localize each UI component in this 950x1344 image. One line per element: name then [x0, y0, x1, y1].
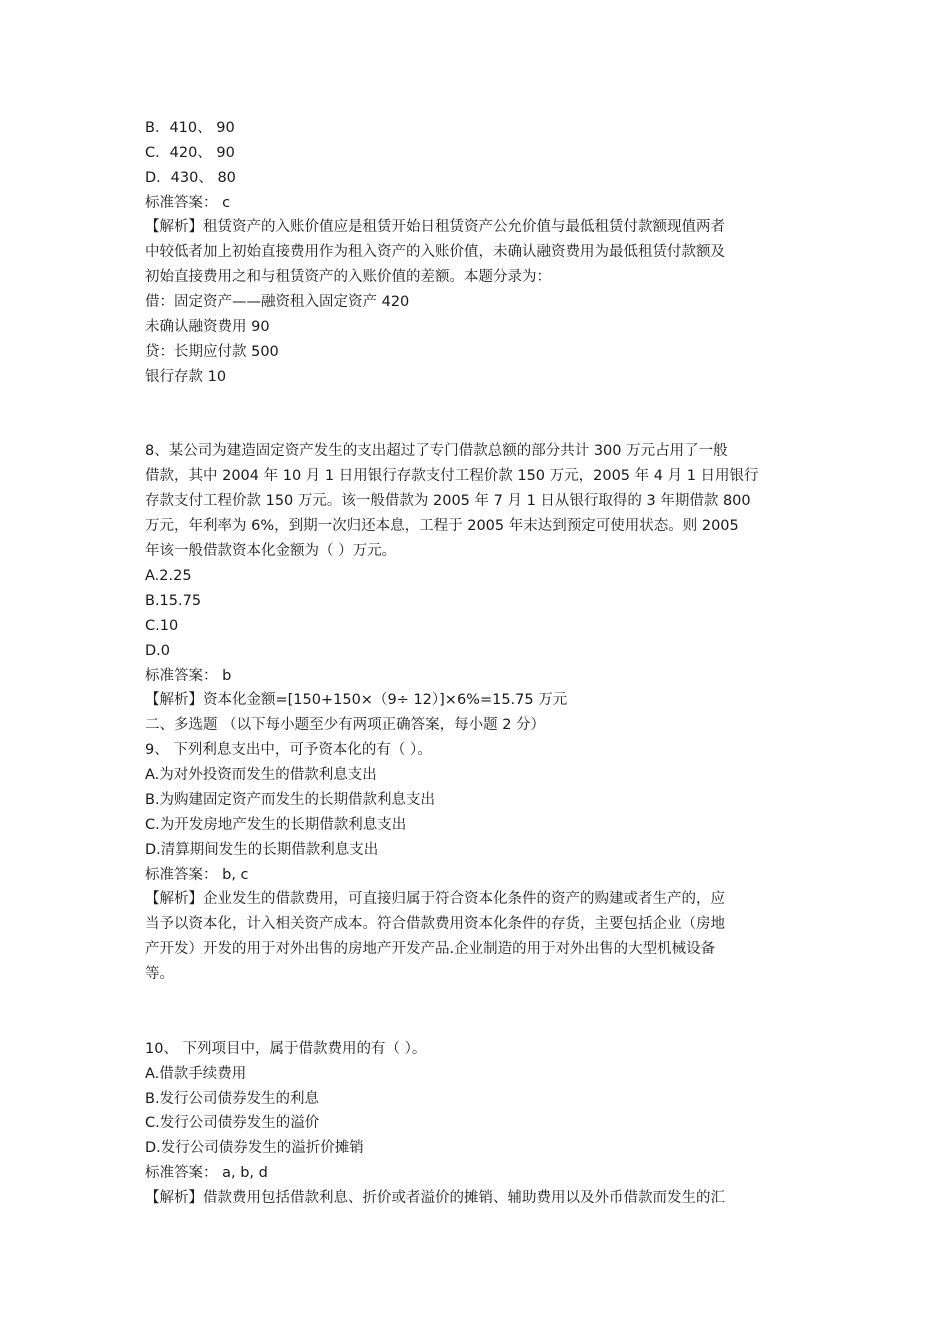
option-d: D.清算期间发生的长期借款利息支出	[145, 842, 379, 858]
option-a: A.2.25	[145, 568, 192, 584]
option-c: C.发行公司债券发生的溢价	[145, 1115, 320, 1131]
option-b: B.为购建固定资产而发生的长期借款利息支出	[145, 792, 436, 808]
option-d: D.0	[145, 643, 170, 659]
option-c: C.为开发房地产发生的长期借款利息支出	[145, 817, 407, 833]
question-text: 10、 下列项目中，属于借款费用的有（ ）。	[145, 1041, 427, 1057]
analysis-line: 产开发）开发的用于对外出售的房地产开发产品.企业制造的用于对外出售的大型机械设备	[145, 941, 716, 957]
option-c: C．420、 90	[145, 145, 235, 161]
journal-entry-line: 贷：长期应付款 500	[145, 344, 279, 360]
option-a: A.借款手续费用	[145, 1066, 247, 1082]
option-b: B.15.75	[145, 593, 202, 609]
analysis-line: 当予以资本化，计入相关资产成本。符合借款费用资本化条件的存货，主要包括企业（房地	[145, 916, 725, 932]
question-text: 万元，年利率为 6%，到期一次归还本息，工程于 2005 年末达到预定可使用状态。则 2005	[145, 518, 739, 534]
option-d: D.发行公司债券发生的溢折价摊销	[145, 1140, 364, 1156]
analysis-line: 【解析】资本化金额=[150+150×（9÷ 12）]×6%=15.75 万元	[145, 692, 568, 708]
option-b: B.发行公司债券发生的利息	[145, 1091, 320, 1107]
analysis-line: 初始直接费用之和与租赁资产的入账价值的差额。本题分录为：	[145, 269, 551, 285]
option-c: C.10	[145, 618, 179, 634]
question-text: 年该一般借款资本化金额为（ ）万元。	[145, 543, 397, 559]
journal-entry-line: 银行存款 10	[145, 369, 227, 385]
analysis-line: 【解析】企业发生的借款费用，可直接归属于符合资本化条件的资产的购建或者生产的，应	[145, 891, 725, 907]
question-text: 存款支付工程价款 150 万元。该一般借款为 2005 年 7 月 1 日从银行取得的 3 年期借款 800	[145, 493, 751, 509]
option-b: B．410、 90	[145, 120, 235, 136]
standard-answer: 标准答案： b, c	[145, 867, 249, 883]
section-heading: 二、多选题 （以下每小题至少有两项正确答案，每小题 2 分）	[145, 717, 546, 733]
standard-answer: 标准答案： a, b, d	[145, 1165, 268, 1181]
question-text: 借款，其中 2004 年 10 月 1 日用银行存款支付工程价款 150 万元，2005 年 4 月 1 日用银行	[145, 468, 759, 484]
option-d: D．430、 80	[145, 170, 236, 186]
question-text: 8、某公司为建造固定资产发生的支出超过了专门借款总额的部分共计 300 万元占用了一般	[145, 443, 728, 459]
analysis-line: 【解析】借款费用包括借款利息、折价或者溢价的摊销、辅助费用以及外币借款而发生的汇	[145, 1190, 725, 1206]
analysis-line: 【解析】租赁资产的入账价值应是租赁开始日租赁资产公允价值与最低租赁付款额现值两者	[145, 219, 725, 235]
journal-entry-line: 未确认融资费用 90	[145, 319, 270, 335]
option-a: A.为对外投资而发生的借款利息支出	[145, 767, 377, 783]
question-text: 9、 下列利息支出中，可予资本化的有（ ）。	[145, 742, 432, 758]
standard-answer: 标准答案： b	[145, 668, 232, 684]
analysis-line: 等。	[145, 966, 174, 982]
standard-answer: 标准答案： c	[145, 195, 231, 211]
journal-entry-line: 借：固定资产——融资租入固定资产 420	[145, 294, 410, 310]
analysis-line: 中较低者加上初始直接费用作为租入资产的入账价值，未确认融资费用为最低租赁付款额及	[145, 244, 725, 260]
